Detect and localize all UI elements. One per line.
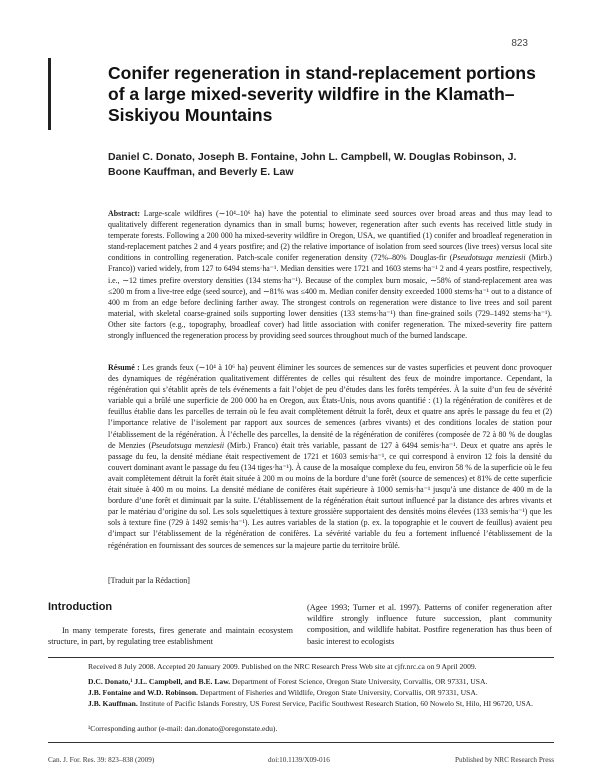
intro-right-column: (Agee 1993; Turner et al. 1997). Patterns of conifer regeneration after wildfire strongly influence future succession, plant community composition, and wildlife habitat. Postfire regeneration has thus been of basic interest to ecologists bbox=[307, 603, 552, 646]
introduction-heading: Introduction bbox=[48, 601, 113, 613]
resume-paragraph bbox=[108, 362, 552, 551]
abstract-paragraph bbox=[108, 208, 552, 341]
resume-text-2: (Mirb.) Franco) était très variable, passant de 127 à 6494 semis·ha⁻¹. Deux et quatre ans après le passage du feu, la densité médiane était respectivement de 1721 et 1603 semis·ha⁻¹, ce qui correspond à environ 12 fois la densité du couvert dominant avant le passage du feu (134 tiges·ha⁻¹). À cause de la mosaïque complexe du feu, environ 58 % de la superficie où le feu avait complètement détruit la forêt était située à 200 m ou moins de la bordure d’une forêt (source de semences) et 81% de cette superficie était située à 400 m ou moins. La densité médiane de conifères était supérieure à 1000 semis·ha⁻¹ jusqu’à une distance de 400 m de la bordure d’une forêt et diminuait par la suite. L’établissement de la régénération était surtout influencé par la distance des arbres vivants et par le matériau d’origine du sol. Les sols squelettiques à texture grossière supportaient des densités moins élevées (133 semis·ha⁻¹) que les sols à texture fine (729 à 1492 semis·ha⁻¹). Les autres variables de la station (p. ex. la topographie et le couvert de feuillus) avaient peu d’impact sur l’établissement de la régénération de conifères. La sévérité variable du feu a fortement influencé l’établissement de la régénération en fournissant des sources de semences sur la majeure partie du territoire brûlé. bbox=[108, 440, 552, 550]
affiliation-3 bbox=[88, 699, 548, 709]
affiliation-2-names: J.B. Fontaine and W.D. Robinson. bbox=[88, 688, 198, 697]
abstract-text-1: Large-scale wildfires (∼10⁴–10⁶ ha) have the potential to eliminate seed sources over broad areas and thus may lead to qualitatively different regeneration dynamics than in small burns; however, regeneration after such events has received little study in temperate forests. Following a 200 000 ha mixed-severity wildfire in Oregon, USA, we quantified (1) conifer and broadleaf regeneration in stand-replacement patches 2 and 4 years postfire; and (2) the relative importance of isolation from seed sources (live trees) versus local site conditions in controlling regeneration. Patch-scale conifer regeneration density (72%–80% Douglas-fir ( bbox=[108, 209, 552, 263]
abstract-label: Abstract: bbox=[108, 209, 140, 218]
intro-left-column: In many temperate forests, fires generate and maintain ecosystem structure, in part, by regulating tree establishment bbox=[48, 626, 293, 647]
corresponding-author: ¹Corresponding author (e-mail: dan.donato@oregonstate.edu). bbox=[88, 724, 278, 733]
author-list: Daniel C. Donato, Joseph B. Fontaine, John L. Campbell, W. Douglas Robinson, J. Boone Kauffman, and Beverly E. Law bbox=[108, 151, 517, 178]
affiliation-1 bbox=[88, 677, 548, 687]
resume-text-1: Les grands feux (∼10⁴ à 10⁶ ha) peuvent éliminer les sources de semences sur de vastes superficies et peuvent donc provoquer des dynamiques de régénération qualitativement différentes de celles qui résultent des feux de moindre importance. Cependant, la régénération qui s’établit après de tels événements a fait l’objet de peu d’études dans les forêts tempérées. À la suite d’un feu de sévérité variable qui a brûlé une superficie de 200 000 ha en Oregon, aux États-Unis, nous avons quantifié : (1) la régénération de conifères et de feuillus établie dans les parcelles de terrain où le feu avait complètement détruit la forêt, deux et quatre ans après le passage du feu et (2) l’importance relative de l’isolement par rapport aux sources de semences (arbres vivants) et des conditions locales de station pour l’établissement de la régénération. À l’échelle des parcelles, la densité de la régénération de conifères (composée de 72 à 80 % de douglas de Menzies ( bbox=[108, 363, 552, 450]
affiliation-2 bbox=[88, 688, 548, 698]
received-dates: Received 8 July 2008. Accepted 20 January 2009. Published on the NRC Research Press Web site at cjfr.nrc.ca on 9 April 2009. bbox=[88, 662, 477, 671]
page-number: 823 bbox=[511, 38, 528, 49]
footer-doi: doi:10.1139/X09-016 bbox=[268, 756, 330, 764]
abstract-species: Pseudotsuga menziesii bbox=[452, 253, 526, 263]
affiliation-1-names: D.C. Donato,¹ J.L. Campbell, and B.E. Law. bbox=[88, 677, 231, 686]
article-info-box bbox=[48, 657, 554, 743]
footer-publisher: Published by NRC Research Press bbox=[454, 756, 554, 764]
resume-species: Pseudotsuga menziesii bbox=[151, 440, 225, 450]
affiliation-3-names: J.B. Kauffman. bbox=[88, 699, 138, 708]
translation-note: [Traduit par la Rédaction] bbox=[108, 576, 190, 585]
resume-label: Résumé : bbox=[108, 363, 140, 372]
abstract-text-2: (Mirb.) Franco)) varied widely, from 127 to 6494 stems·ha⁻¹. Median densities were 1721 and 1603 stems·ha⁻¹ 2 and 4 years postfire, respectively, i.e., ∼12 times prefire overstory densities (134 stems·ha⁻¹). Because of the complex burn mosaic, ∼58% of stand-replacement area was ≤200 m from a live-tree edge (seed source), and ∼81% was ≤400 m. Median conifer density exceeded 1000 stems·ha⁻¹ out to a distance of 400 m from an edge before declining farther away. The strongest controls on regeneration were distance to live trees and soil parent material, with skeletal coarse-grained soils supporting lower densities (133 stems·ha⁻¹) than fine-grained soils (729–1492 stems·ha⁻¹). Other site factors (e.g., topography, broadleaf cover) had little association with conifer regeneration. The mixed-severity fire pattern strongly influenced the regeneration process by providing seed sources throughout much of the burned landscape. bbox=[108, 253, 553, 341]
affiliation-3-text: Institute of Pacific Islands Forestry, US Forest Service, Pacific Southwest Research Station, 60 Nowelo St, Hilo, HI 96720, USA. bbox=[137, 699, 533, 708]
affiliation-2-text: Department of Fisheries and Wildlife, Oregon State University, Corvallis, OR 97331, USA. bbox=[197, 688, 478, 697]
footer-journal-citation: Can. J. For. Res. 39: 823–838 (2009) bbox=[48, 756, 155, 764]
title-accent-bar bbox=[48, 58, 51, 130]
affiliation-1-text: Department of Forest Science, Oregon State University, Corvallis, OR 97331, USA. bbox=[230, 677, 488, 686]
article-title: Conifer regeneration in stand-replacement portions of a large mixed-severity wildfire in the Klamath–Siskiyou Mountains bbox=[108, 63, 536, 125]
